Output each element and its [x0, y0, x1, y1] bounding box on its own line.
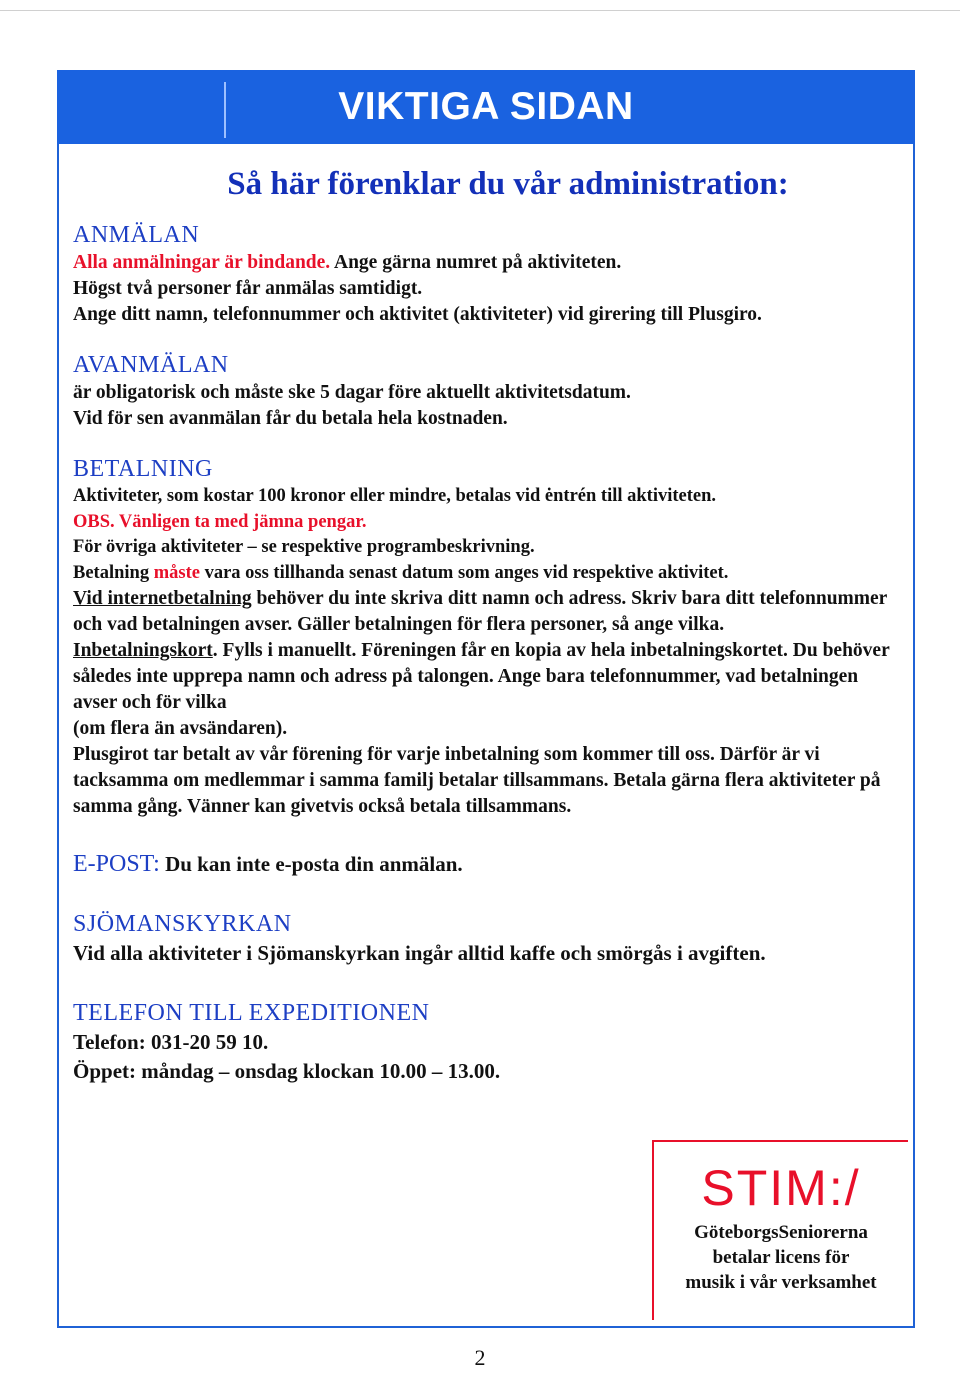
main-content [73, 160, 903, 1086]
betalning-maste: måste [153, 562, 200, 583]
page-banner: VIKTIGA SIDAN [57, 70, 915, 144]
betalning-line3: För övriga aktiviteter – se respektive programbeskrivning. [73, 537, 535, 557]
betalning-line4 [73, 561, 903, 587]
betalning-heading: BETALNING [73, 456, 213, 482]
anmalan-line1 [73, 250, 903, 276]
epost-line [73, 850, 903, 879]
internet-paragraph [73, 586, 903, 638]
stim-line1: GöteborgsSeniorerna [694, 1222, 868, 1243]
inbetalningskort-text: . Fylls i manuellt. Föreningen får en kopia av hela inbetalningskortet. Du behöver således inte upprepa namn och adress på talongen. Ange bara telefonnummer, vad betalningen avser och för vilka [73, 640, 890, 713]
betalning-line1: Aktiviteter, som kostar 100 kronor eller mindre, betalas vid ėntrén till aktiviteten. [73, 486, 717, 506]
betalning-line4-end: vara oss tillhanda senast datum som anges vid respektive aktivitet. [199, 562, 729, 583]
telefon-heading: TELEFON TILL EXPEDITIONEN [73, 1000, 430, 1026]
banner-divider [224, 82, 226, 138]
sjomanskyrkan-heading: SJÖMANSKYRKAN [73, 911, 292, 937]
anmalan-binding-note: Alla anmälningar är bindande. [73, 252, 331, 273]
stim-license-box [652, 1140, 908, 1320]
avanmalan-line2: Vid för sen avanmälan får du betala hela kostnaden. [73, 408, 508, 429]
avanmalan-line1: är obligatorisk och måste ske 5 dagar före aktuellt aktivitetsdatum. [73, 382, 631, 403]
epost-text: Du kan inte e-posta din anmälan. [159, 852, 463, 876]
plusgiro-paragraph: Plusgirot tar betalt av vår förening för varje inbetalning som kommer till oss. Därför är vi tacksamma om medlemmar i samma familj betalar tillsammans. Betala gärna flera aktiviteter på samma gång. Vänner kan givetvis också betala tillsammans. [73, 744, 881, 817]
telefon-number: Telefon: 031-20 59 10. [73, 1030, 269, 1054]
inbetalningskort-label: Inbetalningskort [73, 640, 213, 661]
top-edge-line [0, 0, 960, 11]
sjomanskyrkan-text: Vid alla aktiviteter i Sjömanskyrkan ingår alltid kaffe och smörgås i avgiften. [73, 941, 766, 965]
epost-label: E-POST: [73, 851, 160, 877]
anmalan-heading: ANMÄLAN [73, 222, 200, 248]
betalning-obs: OBS. Vänligen ta med jämna pengar. [73, 511, 367, 532]
anmalan-line2: Högst två personer får anmälas samtidigt. [73, 278, 423, 299]
betalning-line4-start: Betalning [73, 562, 154, 583]
stim-line2: betalar licens för [712, 1247, 850, 1268]
anmalan-number-note: Ange gärna numret på aktiviteten. [330, 252, 622, 273]
stim-text [654, 1220, 908, 1295]
stim-line3: musik i vår verksamhet [685, 1272, 877, 1293]
avanmalan-heading: AVANMÄLAN [73, 352, 229, 378]
internet-label: Vid internetbetalning [73, 588, 252, 609]
opening-hours: Öppet: måndag – onsdag klockan 10.00 – 13.00. [73, 1059, 501, 1083]
inbetalningskort-paragraph [73, 638, 903, 716]
page-title: Så här förenklar du vår administration: [227, 166, 789, 202]
internet-text: behöver du inte skriva ditt namn och adress. Skriv bara ditt telefonnummer och vad betalningen avser. Gäller betalningen för flera personer, så ange vilka. [73, 588, 887, 635]
anmalan-line3: Ange ditt namn, telefonnummer och aktivitet (aktiviteter) vid girering till Plusgiro. [73, 304, 762, 325]
stim-logo: STIM:/ [701, 1160, 861, 1216]
page-number: 2 [474, 1345, 486, 1370]
inbetalningskort-tail: (om flera än avsändaren). [73, 718, 288, 739]
